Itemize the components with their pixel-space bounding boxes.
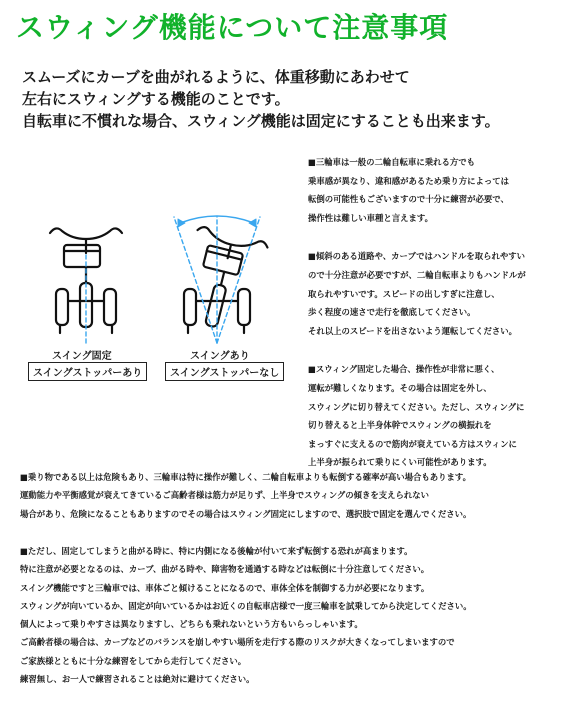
warning-line: ご高齢者様の場合は、カーブなどのバランスを崩しやすい場所を走行する際のリスクが大きくなってしまいますので	[20, 637, 455, 648]
note-line: 上半身が振られて乗りにくい可能性があります。	[308, 457, 492, 468]
warning-block-2	[20, 542, 565, 688]
warning-line: スイング機能ですと三輪車では、車体ごと傾けることになるので、車体全体を制御する力が必要になります。	[20, 582, 430, 593]
note-line: 歩く程度の速さで走行を徹底してください。	[308, 307, 476, 318]
note-line: ■スウィング固定した場合、操作性が非常に悪く、	[308, 364, 500, 375]
warning-line: 特に注意が必要となるのは、カーブ、曲がる時や、障害物を通過する時などは転倒に十分注意してください。	[20, 564, 430, 575]
note-line: 取られやすいです。スピードの出しすぎに注意し、	[308, 288, 500, 299]
note-line: それ以上のスピードを出さないよう運転してください。	[308, 325, 518, 336]
note-line: 転倒の可能性もございますので十分に練習が必要で、	[308, 194, 509, 205]
tricycle-figure	[22, 215, 292, 390]
note-block	[308, 153, 570, 227]
note-line: 切り替えると上半身体幹でスウィングの横振れを	[308, 420, 492, 431]
warning-line: ご家族様とともに十分な練習をしてから走行してください。	[20, 655, 247, 666]
intro-line: 左右にスウィングする機能のことです。	[22, 90, 290, 108]
warning-block-1	[20, 468, 565, 523]
note-line: スウィングに切り替えてください。ただし、スウィングに	[308, 401, 525, 412]
fixed-stopper-label: スイングストッパーあり	[28, 362, 147, 381]
note-line: ので十分注意が必要ですが、二輪自転車よりもハンドルが	[308, 269, 526, 280]
note-line: 操作性は難しい車種と言えます。	[308, 212, 433, 223]
note-line: まっすぐに支えるので筋肉が衰えている方はスウィンに	[308, 438, 517, 449]
note-line: ■三輪車は一般の二輪自転車に乗れる方でも	[308, 157, 476, 167]
intro-line: スムーズにカーブを曲がれるように、体重移動にあわせて	[22, 68, 410, 86]
fixed-caption: スイング固定	[52, 351, 112, 362]
warning-line: 練習無し、お一人で練習されることは絶対に避けてください。	[20, 674, 255, 685]
tricycle-illustration	[22, 215, 292, 355]
notes-column	[308, 153, 570, 492]
warning-line: 場合があり、危険になることもありますのでその場合はスウィング固定にしますので、選択肢で固定を選んでください。	[20, 508, 472, 519]
warning-line: スウィングが向いているか、固定が向いているかはお近くの自転車店様で一度三輪車を試乗してから決定してください。	[20, 600, 472, 611]
note-line: 乗車感が異なり、違和感があるため乗り方によっては	[308, 175, 509, 186]
note-block	[308, 360, 570, 472]
warning-line: ■乗り物である以上は危険もあり、三輪車は特に操作が難しく、二輪自転車よりも転倒する確率が高い場合もあります。	[20, 472, 471, 482]
warning-line: ■ただし、固定してしまうと曲がる時に、特に内側になる後輪が付いて来ず転倒する恐れが高まります。	[20, 546, 413, 556]
intro-text	[22, 66, 500, 132]
note-block	[308, 247, 570, 340]
warning-line: 運動能力や平衡感覚が衰えてきているご高齢者様は筋力が足りず、上半身でスウィングの傾きを支えられない	[20, 490, 430, 501]
swing-stopper-label: スイングストッパーなし	[165, 362, 284, 381]
note-line: 運転が難しくなります。その場合は固定を外し、	[308, 382, 492, 393]
swing-caption: スイングあり	[190, 351, 250, 362]
page-title: スウィング機能について注意事項	[16, 11, 449, 44]
warning-line: 個人によって乗りやすさは異なりますし、どちらも乗れないという方もいらっしゃいます。	[20, 619, 363, 630]
note-line: ■傾斜のある道路や、カーブではハンドルを取られやすい	[308, 251, 525, 262]
intro-line: 自転車に不慣れな場合、スウィング機能は固定にすることも出来ます。	[22, 112, 500, 130]
